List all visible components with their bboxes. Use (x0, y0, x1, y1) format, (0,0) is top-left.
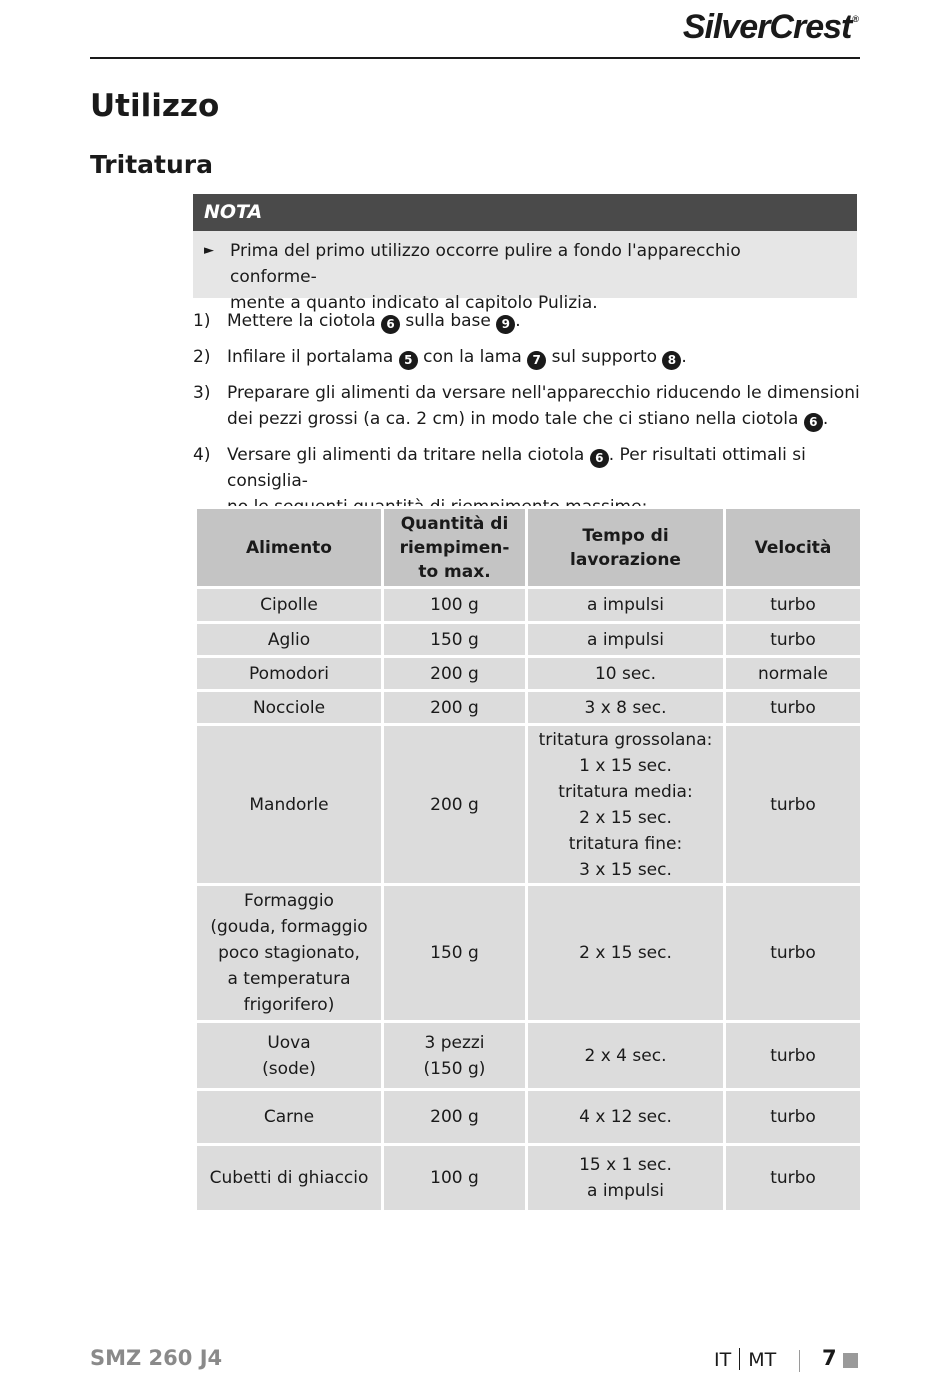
table-cell-line: Mandorle (249, 794, 329, 815)
table-cell-line: 2 x 15 sec. (579, 807, 672, 828)
table-cell-tempo (527, 623, 725, 657)
table-row (196, 1022, 862, 1090)
step-text: . Per risultati ottimali si consiglia- (227, 445, 806, 491)
table-cell-line: Uova (267, 1032, 311, 1053)
brand-name: SilverCrest (682, 8, 852, 46)
step-item (193, 380, 863, 432)
table-cell-quantita (383, 725, 527, 885)
header-cell-line: Alimento (246, 537, 332, 558)
table-cell-line: Cubetti di ghiaccio (209, 1168, 369, 1188)
part-ref-icon: 5 (399, 351, 418, 370)
step-number: 1) (193, 311, 211, 331)
table-row (196, 588, 862, 623)
table-cell-line: a impulsi (587, 629, 664, 650)
step-text: dei pezzi grossi (a ca. 2 cm) in modo tale che ci stiano nella ciotola (227, 409, 804, 429)
table-cell-line: turbo (770, 1168, 816, 1188)
step-number: 2) (193, 347, 211, 367)
table-row (196, 1145, 862, 1212)
table-cell-line: turbo (770, 629, 816, 650)
table-cell-line: 2 x 15 sec. (579, 943, 672, 963)
step-text: Infilare il portalama (227, 347, 399, 367)
steps-list (193, 308, 863, 530)
header-cell-line: riempimen- (399, 537, 510, 558)
page-number: 7 (822, 1346, 837, 1370)
header-cell-line: to max. (418, 561, 491, 582)
table-cell-tempo (527, 885, 725, 1022)
table-cell-quantita (383, 691, 527, 725)
header-rule (90, 57, 860, 59)
table-cell-line: normale (757, 663, 829, 684)
table-row (196, 725, 862, 885)
table-cell-alimento (196, 725, 383, 885)
section-title: Tritatura (90, 150, 213, 179)
table-cell-tempo (527, 657, 725, 691)
table-cell-line: 4 x 12 sec. (579, 1107, 672, 1127)
table-cell-line: 150 g (430, 943, 479, 963)
table-cell-line: 200 g (430, 663, 479, 684)
table-cell-velocita (725, 588, 862, 623)
registered-mark: ® (852, 14, 858, 24)
model-number: SMZ 260 J4 (90, 1346, 223, 1370)
table-cell-quantita (383, 1022, 527, 1090)
table-cell-line: turbo (770, 943, 816, 963)
step-number: 4) (193, 445, 211, 465)
header-cell-velocita (725, 508, 862, 588)
table-cell-quantita (383, 588, 527, 623)
header-cell-tempo (527, 508, 725, 588)
table-cell-velocita (725, 1022, 862, 1090)
language-code: IT (714, 1349, 732, 1371)
header-cell-line: Velocità (754, 537, 832, 558)
table-cell-line: (sode) (262, 1058, 316, 1079)
table-cell-line: 200 g (430, 697, 479, 718)
step-text-line (227, 442, 863, 494)
table-cell-line: turbo (770, 1045, 816, 1066)
step-text: Versare gli alimenti da tritare nella ciotola (227, 445, 590, 465)
table-cell-line: 3 pezzi (424, 1032, 485, 1053)
table-cell-line: (gouda, formaggio (210, 917, 368, 937)
table-cell-line: 15 x 1 sec. (579, 1155, 672, 1175)
table-cell-velocita (725, 691, 862, 725)
step-text: . (822, 409, 829, 429)
table-cell-line: turbo (770, 697, 816, 718)
header-cell-quantita (383, 508, 527, 588)
table-row (196, 623, 862, 657)
header-cell-line: Quantità di (400, 513, 509, 534)
table-cell-line: poco stagionato, (218, 943, 360, 963)
note-heading: NOTA (193, 194, 857, 231)
table-cell-line: a impulsi (587, 595, 664, 615)
table-cell-line: Carne (263, 1107, 315, 1127)
language-divider (739, 1348, 740, 1370)
table-cell-velocita (725, 623, 862, 657)
part-ref-icon: 7 (527, 351, 546, 370)
table-cell-quantita (383, 657, 527, 691)
table-cell-line: 3 x 8 sec. (584, 697, 667, 718)
footer-divider (799, 1350, 800, 1372)
table-cell-line: 200 g (430, 794, 479, 815)
step-number: 3) (193, 383, 211, 403)
quantity-table (194, 506, 863, 1213)
table-cell-line: tritatura grossolana: (538, 729, 713, 750)
table-cell-alimento (196, 885, 383, 1022)
language-codes (714, 1348, 776, 1371)
part-ref-icon: 8 (662, 351, 681, 370)
table-cell-line: frigorifero) (243, 995, 335, 1015)
note-line: Prima del primo utilizzo occorre pulire a fondo l'apparecchio conforme- (230, 241, 741, 287)
table-body (196, 588, 862, 1212)
table-cell-velocita (725, 1145, 862, 1212)
table-row (196, 691, 862, 725)
brand-logo (683, 8, 858, 47)
table-cell-line: 3 x 15 sec. (579, 859, 672, 880)
part-ref-icon: 6 (590, 449, 609, 468)
step-text: . (515, 311, 521, 331)
table-cell-alimento (196, 657, 383, 691)
part-ref-icon: 6 (381, 315, 400, 334)
table-row (196, 657, 862, 691)
part-ref-icon: 6 (804, 413, 823, 432)
table-cell-tempo (527, 588, 725, 623)
table-cell-line: Pomodori (249, 663, 329, 684)
table-cell-tempo (527, 1090, 725, 1145)
table-cell-quantita (383, 1145, 527, 1212)
language-code: MT (748, 1349, 777, 1371)
table-cell-line: Aglio (267, 629, 311, 650)
table-cell-line: turbo (770, 794, 816, 815)
table-cell-alimento (196, 623, 383, 657)
step-item (193, 308, 863, 334)
step-text: con la lama (417, 347, 528, 367)
page-title: Utilizzo (90, 88, 220, 124)
table-cell-line: 1 x 15 sec. (579, 755, 672, 776)
table-cell-line: tritatura media: (558, 781, 693, 802)
arrow-right-icon: ► (204, 243, 214, 258)
part-ref-icon: 9 (496, 315, 515, 334)
table-cell-alimento (196, 588, 383, 623)
step-text: Mettere la ciotola (227, 311, 382, 331)
table-cell-velocita (725, 657, 862, 691)
table-cell-line: Nocciole (252, 697, 326, 718)
table-cell-tempo (527, 1022, 725, 1090)
table-cell-line: turbo (770, 1107, 816, 1127)
header-cell-alimento (196, 508, 383, 588)
table-cell-velocita (725, 1090, 862, 1145)
step-item (193, 344, 863, 370)
table-cell-line: 2 x 4 sec. (584, 1045, 667, 1066)
table-cell-tempo (527, 1145, 725, 1212)
table-row (196, 885, 862, 1022)
table-head (196, 508, 862, 588)
table-cell-line: Cipolle (260, 595, 318, 615)
table-cell-line: a temperatura (227, 969, 351, 989)
table-cell-alimento (196, 1090, 383, 1145)
note-box (193, 194, 857, 313)
table-cell-line: 150 g (430, 629, 479, 650)
table-cell-line: Formaggio (244, 891, 334, 911)
step-text: . (681, 347, 687, 367)
table-cell-quantita (383, 1090, 527, 1145)
table-cell-velocita (725, 725, 862, 885)
table-row (196, 1090, 862, 1145)
table-cell-tempo (527, 691, 725, 725)
header-cell-line: lavorazione (570, 549, 681, 570)
table-cell-tempo (527, 725, 725, 885)
step-text: sulla base (400, 311, 497, 331)
table-cell-line: 100 g (430, 595, 479, 615)
table-cell-line: 100 g (430, 1168, 479, 1188)
note-body (193, 231, 857, 313)
table-cell-velocita (725, 885, 862, 1022)
step-text-line (227, 406, 863, 432)
table-cell-line: a impulsi (587, 1181, 664, 1201)
table-cell-line: turbo (770, 595, 816, 615)
step-text: Preparare gli alimenti da versare nell'apparecchio riducendo le dimensioni (227, 383, 860, 403)
table-cell-alimento (196, 1022, 383, 1090)
step-text: sul supporto (546, 347, 663, 367)
note-line: mente a quanto indicato al capitolo Pulizia. (230, 293, 598, 313)
table-cell-alimento (196, 691, 383, 725)
table-cell-quantita (383, 885, 527, 1022)
table-cell-quantita (383, 623, 527, 657)
table-cell-line: (150 g) (423, 1058, 486, 1079)
table-cell-alimento (196, 1145, 383, 1212)
table-cell-line: 200 g (430, 1107, 479, 1127)
header-cell-line: Tempo di (582, 525, 669, 546)
page-square-icon (843, 1353, 858, 1368)
table-header-row (196, 508, 862, 588)
table-cell-line: tritatura fine: (568, 833, 683, 854)
table-cell-line: 10 sec. (594, 663, 657, 684)
